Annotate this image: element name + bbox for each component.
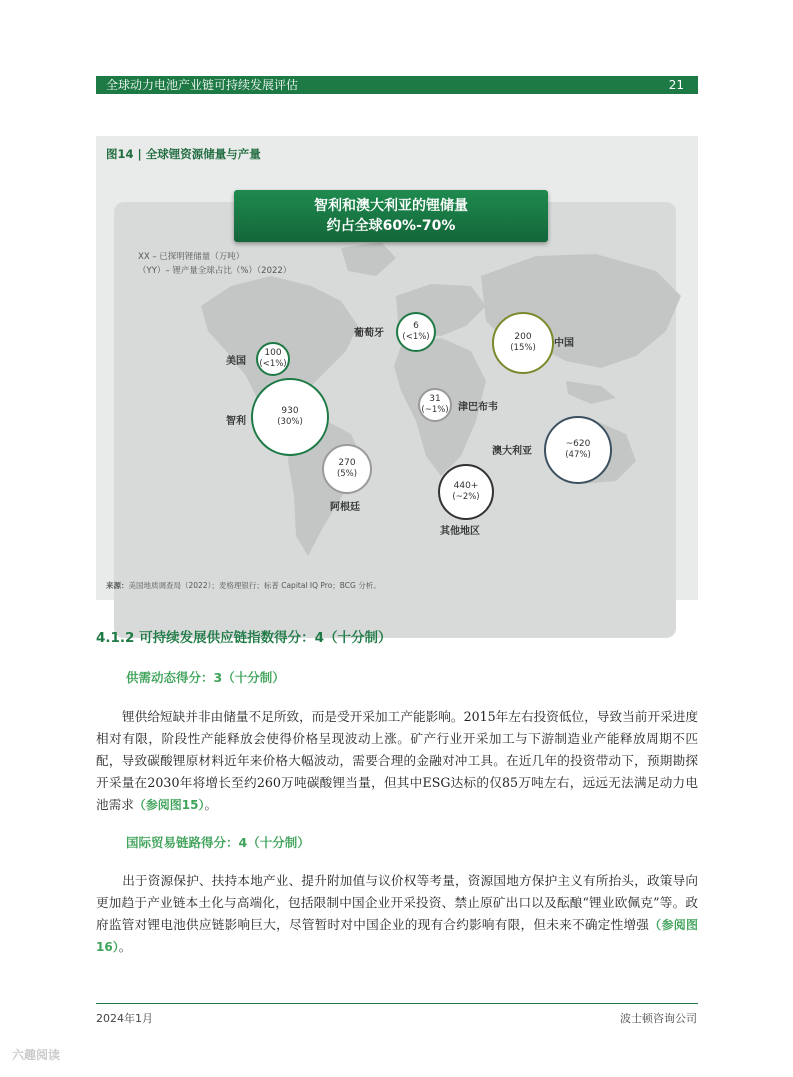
reserve-value: 930 [281, 406, 299, 416]
bubble-portugal [396, 312, 436, 352]
subheading-supply-demand: 供需动态得分：3（十分制） [126, 670, 285, 685]
figure-title: 图14 | 全球锂资源储量与产量 [106, 147, 261, 161]
subheading-trade-links: 国际贸易链路得分：4（十分制） [126, 835, 310, 850]
reserve-value: ~620 [565, 439, 591, 449]
country-label-zimbabwe: 津巴布韦 [458, 402, 498, 413]
reserve-value: 6 [413, 321, 419, 331]
country-label-other-regions: 其他地区 [440, 526, 480, 537]
header-bar [96, 76, 698, 94]
production-share: (47%) [565, 450, 591, 460]
reserve-value: 440+ [453, 481, 479, 491]
legend-production-share: （YY）– 锂产量全球占比（%）（2022） [138, 266, 292, 276]
reserve-value: 270 [338, 458, 356, 468]
bubble-australia [544, 416, 612, 484]
production-share: (~2%) [452, 492, 480, 502]
figure-14-panel [96, 136, 698, 600]
production-share: (30%) [277, 417, 303, 427]
production-share: (<1%) [402, 332, 430, 342]
map-legend [138, 250, 291, 278]
production-share: (<1%) [259, 359, 287, 369]
paragraph-supply-demand [96, 706, 698, 816]
headline-banner [234, 190, 548, 242]
figure-source [106, 580, 381, 591]
source-text: 美国地质调查局（2022）；麦格理银行；标普 Capital IQ Pro；BCG 分析。 [128, 581, 381, 590]
reserve-value: 100 [264, 348, 282, 358]
section-heading: 4.1.2 可持续发展供应链指数得分：4（十分制） [96, 630, 392, 646]
paragraph-text: 锂供给短缺并非由储量不足所致，而是受开采加工产能影响。2015年左右投资低位，导致当前开采进度相对有限，阶段性产能释放会使得价格呈现波动上涨。矿产行业开采加工与下游制造业产能释放周期不匹配，导致碳酸锂原材料近年来价格大幅波动，需要合理的金融对冲工具。在近几年的投资带动下，预期勘探开采量在2030年将增长至约260万吨碳酸锂当量，但其中ESG达标的仅85万吨左右，远远无法满足动力电池需求 [96, 709, 698, 812]
figure-16-reference[interactable]: （参阅图16） [96, 918, 698, 954]
country-label-china: 中国 [554, 338, 574, 349]
country-label-australia: 澳大利亚 [492, 446, 532, 457]
document-title: 全球动力电池产业链可持续发展评估 [106, 78, 299, 92]
banner-line-1: 智利和澳大利亚的锂储量 [314, 198, 468, 214]
production-share: (15%) [510, 343, 536, 353]
paragraph-end: 。 [118, 939, 132, 954]
footer-divider [96, 1003, 698, 1004]
bubble-chile [251, 378, 329, 456]
country-label-usa: 美国 [226, 356, 246, 367]
country-label-portugal: 葡萄牙 [354, 328, 384, 339]
figure-15-reference[interactable]: （参阅图15） [133, 798, 205, 812]
reserve-value: 31 [429, 394, 441, 404]
banner-line-2: 约占全球60%-70% [326, 218, 456, 234]
country-label-chile: 智利 [226, 416, 246, 427]
country-label-argentina: 阿根廷 [330, 502, 360, 513]
paragraph-end: 。 [204, 797, 218, 812]
bubble-usa [256, 342, 290, 376]
bubble-argentina [322, 444, 372, 494]
page-number: 21 [668, 78, 684, 92]
watermark-logo: 六趣阅读 [12, 1048, 61, 1062]
bubble-china [492, 312, 554, 374]
bubble-zimbabwe [418, 388, 452, 422]
footer-date: 2024年1月 [96, 1012, 153, 1025]
footer-company: 波士顿咨询公司 [620, 1012, 697, 1025]
production-share: (~1%) [421, 405, 449, 415]
reserve-value: 200 [514, 332, 532, 342]
bubble-other-regions [438, 464, 494, 520]
production-share: (5%) [336, 469, 358, 479]
paragraph-text: 出于资源保护、扶持本地产业、提升附加值与议价权等考量，资源国地方保护主义有所抬头，政策导向更加趋于产业链本土化与高端化，包括限制中国企业开采投资、禁止原矿出口以及酝酿“锂业欧佩克”等。政府监管对锂电池供应链影响巨大，尽管暂时对中国企业的现有合约影响有限，但未来不确定性增强 [96, 873, 698, 932]
source-label: 来源： [106, 581, 129, 590]
paragraph-trade-links [96, 870, 698, 958]
legend-reserves: XX – 已探明锂储量（万吨） [138, 252, 245, 262]
